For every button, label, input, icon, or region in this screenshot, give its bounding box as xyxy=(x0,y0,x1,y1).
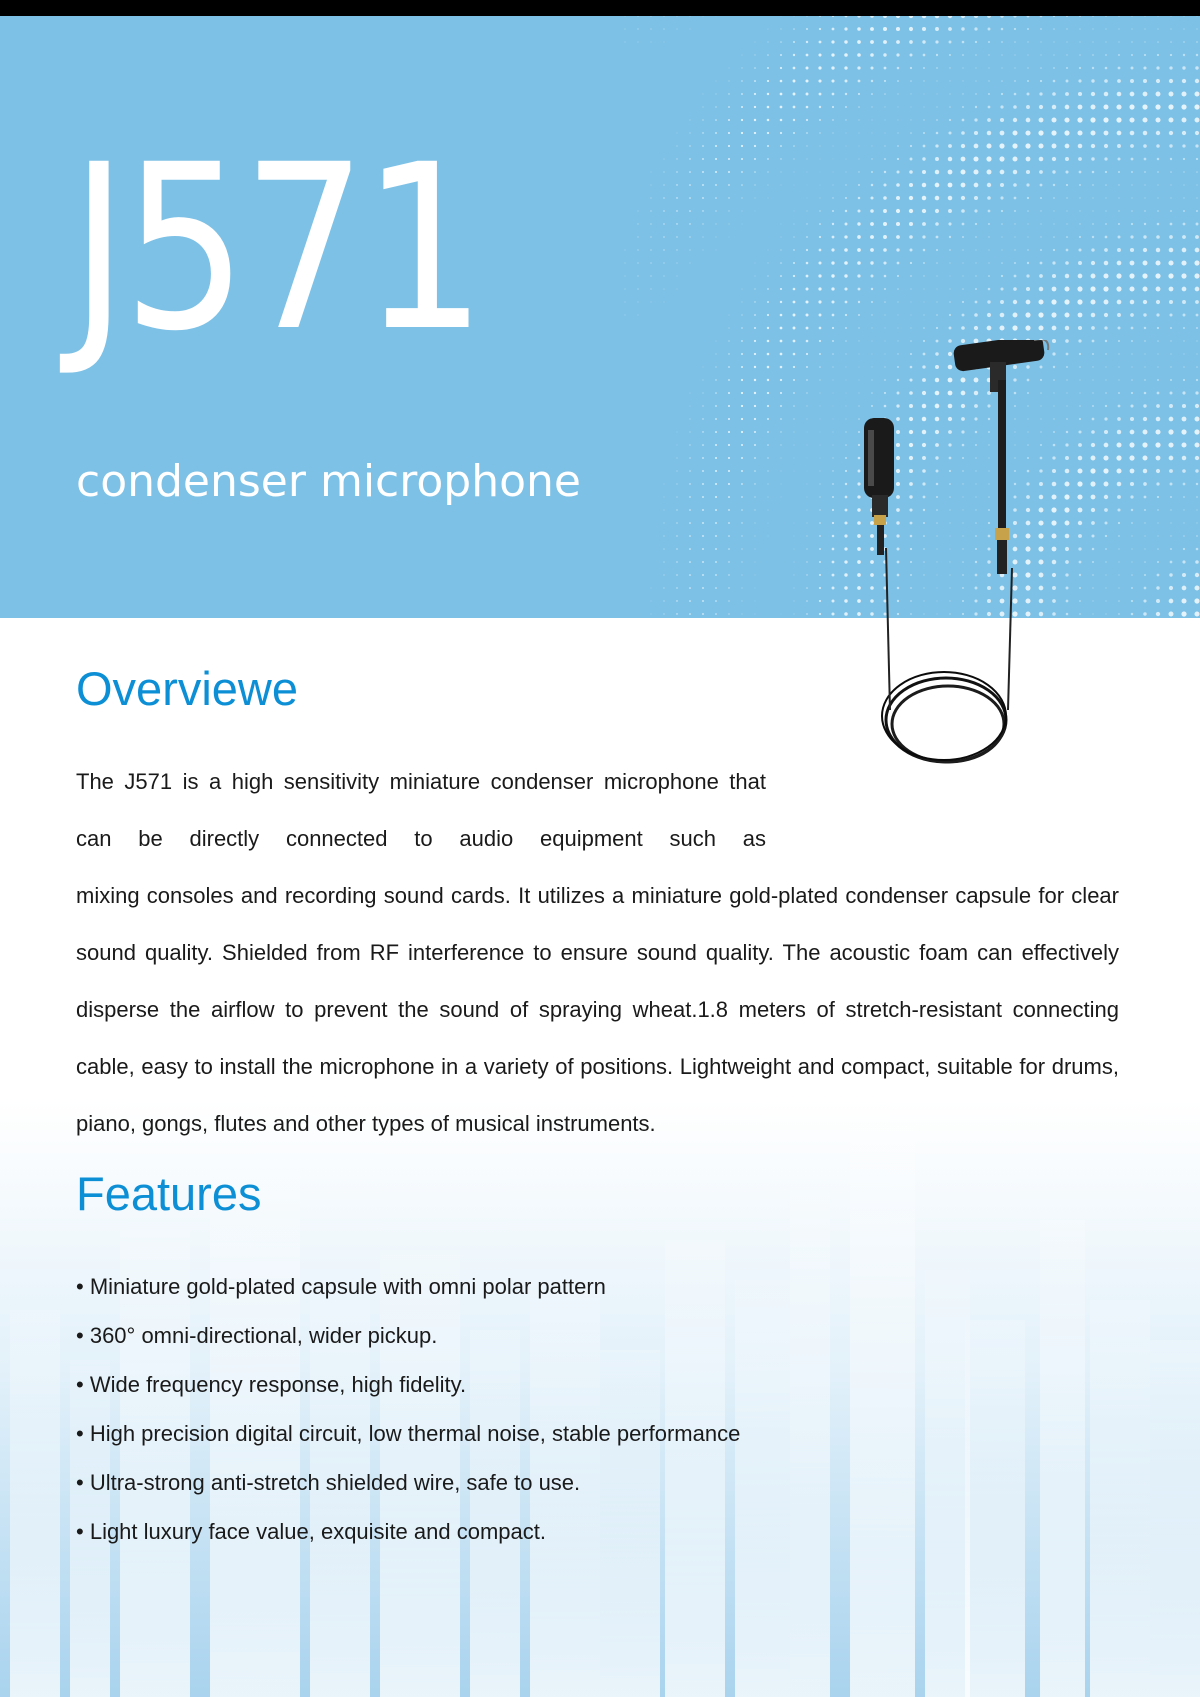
feature-item: • High precision digital circuit, low thermal noise, stable performance xyxy=(76,1409,740,1458)
feature-item: • Ultra-strong anti-stretch shielded wire, safe to use. xyxy=(76,1458,740,1507)
features-heading: Features xyxy=(76,1167,262,1220)
product-subtitle: condenser microphone xyxy=(76,456,581,507)
features-list xyxy=(76,1262,740,1556)
product-model-title: J571 xyxy=(70,115,482,381)
microphone-product-image xyxy=(850,340,1070,780)
feature-item: • Miniature gold-plated capsule with omni polar pattern xyxy=(76,1262,740,1311)
feature-item: • Light luxury face value, exquisite and compact. xyxy=(76,1507,740,1556)
overview-heading: Overviewe xyxy=(76,662,299,715)
feature-item: • 360° omni-directional, wider pickup. xyxy=(76,1311,740,1360)
feature-item: • Wide frequency response, high fidelity. xyxy=(76,1360,740,1409)
top-black-bar xyxy=(0,0,1200,16)
overview-paragraph xyxy=(76,753,1119,1152)
overview-body-text: mixing consoles and recording sound cards. It utilizes a miniature gold-plated condenser capsule for clear sound quality. Shielded from RF interference to ensure sound quality. The acoustic foam can effectively disperse the airflow to prevent the sound of spraying wheat.1.8 meters of stretch-resistant connecting cable, easy to install the microphone in a variety of positions. Lightweight and compact, suitable for drums, piano, gongs, flutes and other types of musical instruments. xyxy=(76,883,1119,1136)
overview-lead-text: The J571 is a high sensitivity miniature condenser microphone that can be directly connected to audio equipment such as xyxy=(76,769,766,851)
